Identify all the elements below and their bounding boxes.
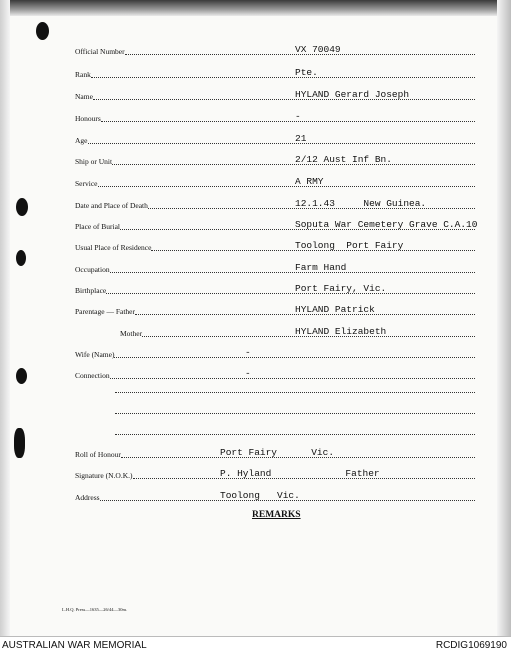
row-signature xyxy=(75,466,475,482)
value-father: HYLAND Patrick xyxy=(295,304,375,315)
row-roll-of-honour xyxy=(75,445,475,461)
label-usual-residence: Usual Place of Residence xyxy=(75,243,152,252)
value-wife: - xyxy=(245,347,251,358)
leader-line xyxy=(106,281,475,294)
row-age xyxy=(75,131,475,147)
leader-line xyxy=(88,131,476,144)
value-honours: - xyxy=(295,111,301,122)
archive-footer xyxy=(0,636,511,655)
value-birthplace: Port Fairy, Vic. xyxy=(295,283,387,294)
value-connection: - xyxy=(245,368,251,379)
label-service: Service xyxy=(75,179,98,188)
value-name: HYLAND Gerard Joseph xyxy=(295,89,410,100)
value-place-of-burial: Soputa War Cemetery Grave C.A.10 xyxy=(295,219,478,230)
value-mother: HYLAND Elizabeth xyxy=(295,326,387,337)
punch-hole-2 xyxy=(16,250,26,266)
value-rank: Pte. xyxy=(295,67,318,78)
leader-line xyxy=(93,87,475,100)
label-date-place-death: Date and Place of Death xyxy=(75,201,148,210)
label-birthplace: Birthplace xyxy=(75,286,107,295)
row-name xyxy=(75,87,475,103)
scan-left-edge xyxy=(0,0,10,636)
label-official-number: Official Number xyxy=(75,47,125,56)
row-connection xyxy=(75,366,475,382)
row-service xyxy=(75,174,475,190)
row-date-place-death xyxy=(75,196,475,212)
row-birthplace xyxy=(75,281,475,297)
row-address xyxy=(75,488,475,504)
row-ship-or-unit xyxy=(75,152,475,168)
row-rank xyxy=(75,65,475,81)
value-signature: P. Hyland Father xyxy=(220,468,380,479)
row-wife xyxy=(75,345,475,361)
label-father: Parentage — Father xyxy=(75,307,135,316)
footer-record-id: RCDIG1069190 xyxy=(435,640,507,651)
label-signature: Signature (N.O.K.) xyxy=(75,471,133,480)
blank-line xyxy=(115,413,475,414)
label-wife: Wife (Name) xyxy=(75,350,115,359)
label-mother: Mother xyxy=(120,329,143,338)
value-ship-or-unit: 2/12 Aust Inf Bn. xyxy=(295,154,392,165)
remarks-heading: REMARKS xyxy=(252,510,301,520)
leader-line xyxy=(91,65,475,78)
label-roll-of-honour: Roll of Honour xyxy=(75,450,121,459)
row-occupation xyxy=(75,260,475,276)
leader-line xyxy=(114,345,475,358)
value-occupation: Farm Hand xyxy=(295,262,347,273)
form-footnote: L.H.Q. Press—1635—26/44—30m. xyxy=(62,607,128,612)
punch-hole-top xyxy=(36,22,49,40)
label-place-of-burial: Place of Burial xyxy=(75,222,120,231)
row-mother xyxy=(120,324,475,340)
label-rank: Rank xyxy=(75,70,91,79)
label-name: Name xyxy=(75,92,93,101)
value-date-place-death: 12.1.43 New Guinea. xyxy=(295,198,427,209)
label-connection: Connection xyxy=(75,371,110,380)
scan-right-edge xyxy=(497,0,511,636)
leader-line xyxy=(112,152,475,165)
row-father xyxy=(75,302,475,318)
leader-line xyxy=(101,109,475,122)
label-honours: Honours xyxy=(75,114,101,123)
blank-line xyxy=(115,392,475,393)
punch-hole-3 xyxy=(16,368,27,384)
blank-line xyxy=(115,434,475,435)
value-official-number: VX 70049 xyxy=(295,44,341,55)
label-occupation: Occupation xyxy=(75,265,110,274)
scan-top-edge xyxy=(0,0,511,16)
row-official-number xyxy=(75,42,475,58)
row-honours xyxy=(75,109,475,125)
label-address: Address xyxy=(75,493,100,502)
value-roll-of-honour: Port Fairy Vic. xyxy=(220,447,335,458)
punch-hole-4 xyxy=(14,428,25,458)
row-usual-residence xyxy=(75,238,475,254)
value-address: Toolong Vic. xyxy=(220,490,300,501)
value-service: A RMY xyxy=(295,176,324,187)
value-usual-residence: Toolong Port Fairy xyxy=(295,240,404,251)
leader-line xyxy=(98,174,476,187)
label-ship-or-unit: Ship or Unit xyxy=(75,157,113,166)
punch-hole-1 xyxy=(16,198,28,216)
row-place-of-burial xyxy=(75,217,478,233)
footer-institution: AUSTRALIAN WAR MEMORIAL xyxy=(2,640,147,651)
value-age: 21 xyxy=(295,133,307,144)
leader-line xyxy=(110,366,475,379)
label-age: Age xyxy=(75,136,88,145)
leader-line xyxy=(110,260,475,273)
